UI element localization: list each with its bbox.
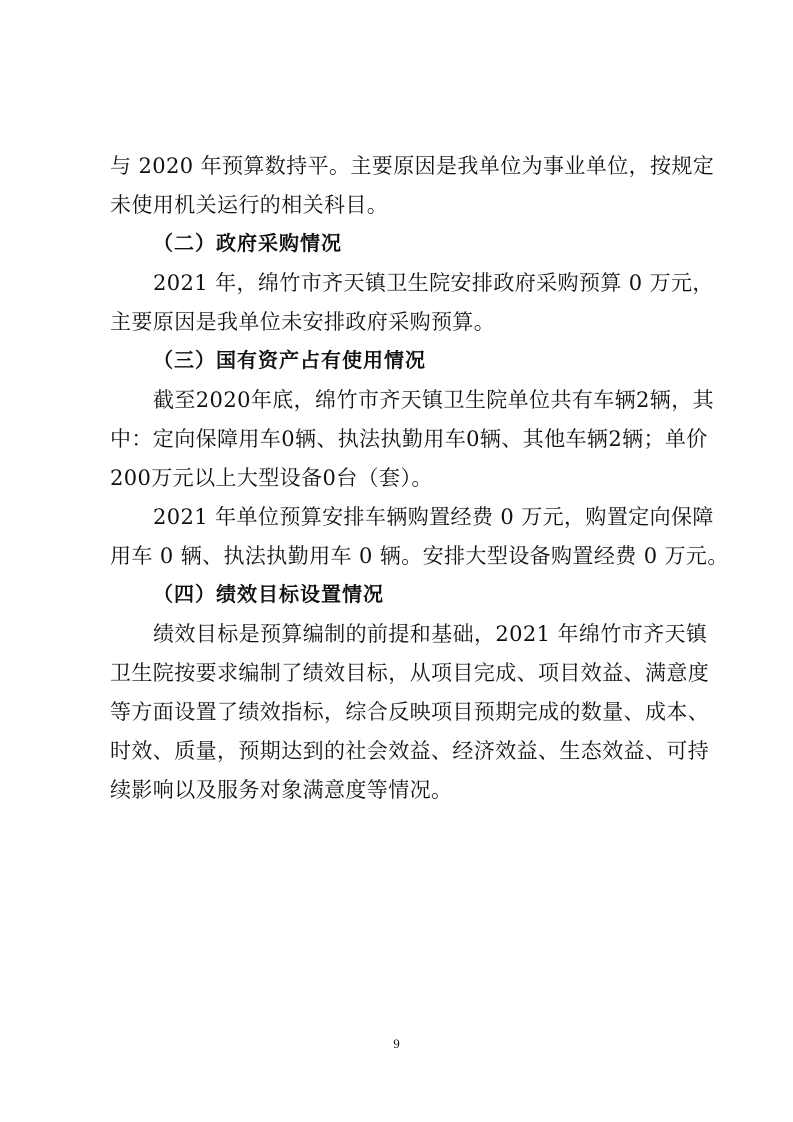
section-4-heading: （四）绩效目标设置情况 bbox=[153, 582, 384, 606]
section-3-paragraph-a-line-1: 截至2020年底，绵竹市齐天镇卫生院单位共有车辆2辆，其 bbox=[153, 388, 715, 412]
section-3-paragraph-a-line-3: 200万元以上大型设备0台（套）。 bbox=[110, 466, 433, 490]
section-3-paragraph-b-line-1: 2021 年单位预算安排车辆购置经费 0 万元，购置定向保障 bbox=[153, 505, 714, 529]
page-number: 9 bbox=[393, 1036, 400, 1051]
section-4-line-4: 时效、质量，预期达到的社会效益、经济效益、生态效益、可持 bbox=[110, 739, 710, 763]
section-3-heading: （三）国有资产占有使用情况 bbox=[153, 348, 426, 372]
section-4-line-3: 等方面设置了绩效指标，综合反映项目预期完成的数量、成本、 bbox=[110, 700, 710, 724]
paragraph-1-line-1: 与 2020 年预算数持平。主要原因是我单位为事业单位，按规定 bbox=[110, 154, 715, 178]
section-3-paragraph-a-line-2: 中：定向保障用车0辆、执法执勤用车0辆、其他车辆2辆；单价 bbox=[110, 427, 708, 451]
section-3-paragraph-b-line-2: 用车 0 辆、执法执勤用车 0 辆。安排大型设备购置经费 0 万元。 bbox=[110, 544, 729, 568]
section-4-line-5: 续影响以及服务对象满意度等情况。 bbox=[110, 778, 453, 802]
section-2-heading: （二）政府采购情况 bbox=[153, 231, 342, 255]
section-2-line-2: 主要原因是我单位未安排政府采购预算。 bbox=[110, 310, 496, 334]
section-4-line-1: 绩效目标是预算编制的前提和基础，2021 年绵竹市齐天镇 bbox=[153, 622, 708, 646]
section-4-line-2: 卫生院按要求编制了绩效目标，从项目完成、项目效益、满意度 bbox=[110, 661, 710, 685]
paragraph-1-line-2: 未使用机关运行的相关科目。 bbox=[110, 193, 389, 217]
section-2-line-1: 2021 年，绵竹市齐天镇卫生院安排政府采购预算 0 万元， bbox=[153, 271, 714, 295]
